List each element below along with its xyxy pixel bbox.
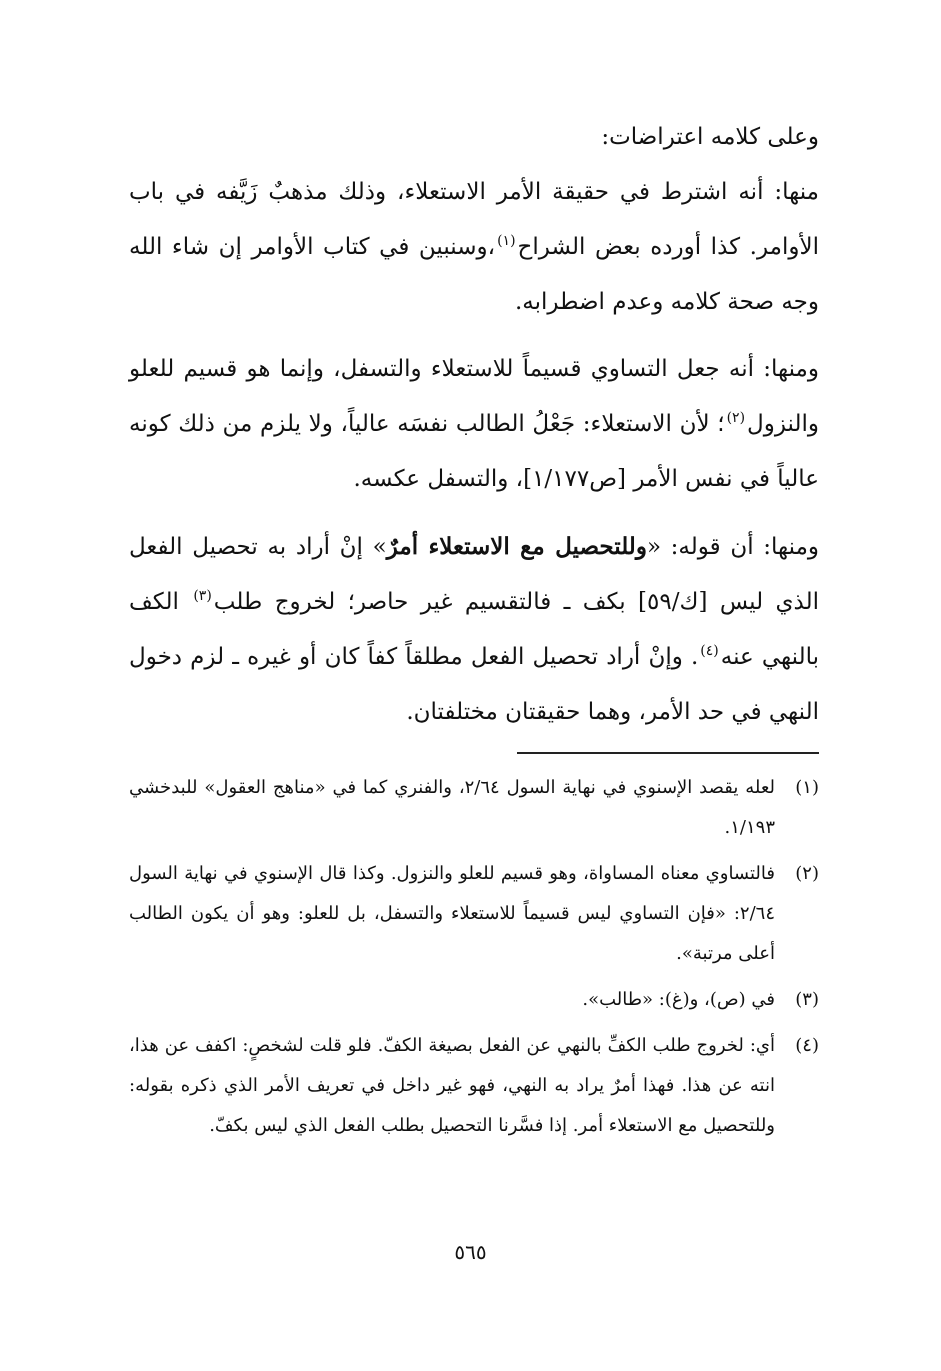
footnote-text: أي: لخروج طلب الكفِّ بالنهي عن الفعل بصيغة الكفّ. فلو قلت لشخصٍ: اكفف عن هذا، انته عن هذا. فهذا أمرٌ يراد به النهي، فهو غير داخل في تعريف الأمر الذي ذكره بقوله: وللتحصيل مع الاستعلاء أمر. إذا فسَّرنا التحصيل بطلب الفعل الذي ليس بكفّ. xyxy=(129,1035,775,1136)
footnote-item xyxy=(129,768,819,848)
paragraph-3-quote: وللتحصيل مع الاستعلاء أمرٌ xyxy=(386,533,647,560)
paragraph-2-text: ومنها: أنه جعل التساوي قسيماً للاستعلاء والتسفل، وإنما هو قسيم للعلو والنزول xyxy=(129,356,819,437)
footnote-number: (٣) xyxy=(795,989,819,1010)
footnote-ref-2: (٢) xyxy=(726,410,746,427)
footnote-item xyxy=(129,1026,819,1146)
footnote-divider xyxy=(517,752,819,754)
footnote-ref-3: (٣) xyxy=(193,588,212,605)
intro-line: وعلى كلامه اعتراضات: xyxy=(601,124,819,150)
paragraph-3-start: ومنها: أن قوله: « xyxy=(646,534,819,560)
paragraph-3-mid2: الكف بالنهي عنه xyxy=(129,589,820,670)
footnote-item xyxy=(129,980,819,1020)
paragraph-3-end: . وإنْ أراد تحصيل الفعل مطلقاً كفاً كان أو غيره ـ لزم دخول النهي في حد الأمر، وهما حقيقتان مختلفتان. xyxy=(129,644,819,725)
paragraph-3 xyxy=(129,519,819,740)
page-number: ٥٦٥ xyxy=(454,1240,487,1264)
main-text xyxy=(129,110,819,740)
footnotes-section xyxy=(129,768,819,1152)
paragraph-1-text: منها: أنه اشترط في حقيقة الأمر الاستعلاء، وذلك مذهبٌ زَيَّفه في باب الأوامر. كذا أورده بعض الشراح xyxy=(129,179,819,260)
paragraph-1 xyxy=(129,165,819,330)
footnote-number: (٤) xyxy=(795,1035,819,1056)
paragraph-1-end: ،وسنبين في كتاب الأوامر إن شاء الله وجه صحة كلامه وعدم اضطرابه. xyxy=(129,234,819,315)
paragraph-2 xyxy=(129,342,819,507)
paragraph-2-end: ؛ لأن الاستعلاء: جَعْلُ الطالب نفسَه عالياً، ولا يلزم من ذلك كونه عالياً في نفس الأمر [ص١/١٧٧]، والتسفل عكسه. xyxy=(129,411,819,492)
footnote-text: فالتساوي معناه المساواة، وهو قسيم للعلو والنزول. وكذا قال الإسنوي في نهاية السول ٢/٦٤: «فإن التساوي ليس قسيماً للاستعلاء والتسفل، بل للعلو: وهو أن يكون الطالب أعلى مرتبة». xyxy=(129,863,775,964)
paragraph-3-mid: » إنْ أراد به تحصيل الفعل الذي ليس [ك/٥٩] بكف ـ فالتقسيم غير حاصر؛ لخروج طلب xyxy=(129,534,820,615)
footnote-text: لعله يقصد الإسنوي في نهاية السول ٢/٦٤، والفنري كما في «مناهج العقول» للبدخشي ١/١٩٣. xyxy=(129,777,775,838)
footnote-text: في (ص)، و(غ): «طالب». xyxy=(582,989,775,1010)
footnote-number: (١) xyxy=(795,777,819,798)
footnote-item xyxy=(129,854,819,974)
footnote-ref-1: (١) xyxy=(497,233,516,250)
footnote-number: (٢) xyxy=(795,863,819,884)
footnote-ref-4: (٤) xyxy=(700,643,719,660)
